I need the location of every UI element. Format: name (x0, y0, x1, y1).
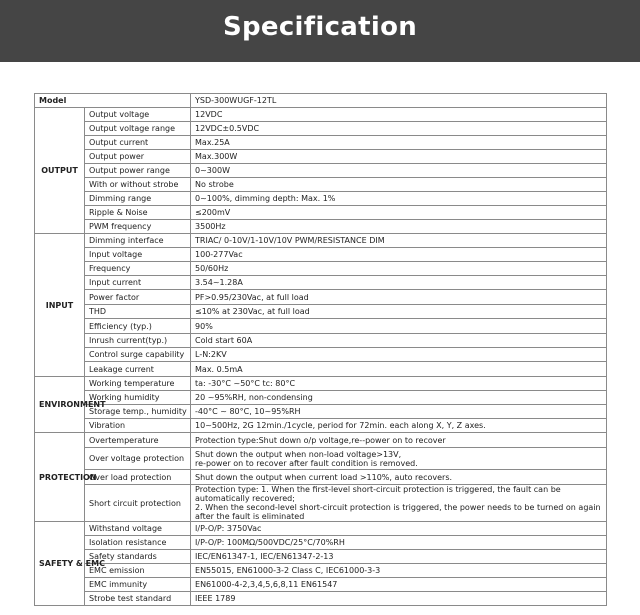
spec-label: THD (85, 305, 191, 319)
spec-value: IEC/EN61347-1, IEC/EN61347-2-13 (191, 550, 607, 564)
spec-row (35, 248, 607, 262)
spec-row (35, 522, 607, 536)
spec-value: Shut down the output when non-load voltage>13V, re-power on to recover after fault condition is removed. (191, 448, 607, 470)
section-label: ENVIRONMENT (35, 377, 85, 433)
spec-label: Output power (85, 150, 191, 164)
spec-value: I/P-O/P: 100MΩ/500VDC/25°C/70%RH (191, 536, 607, 550)
spec-value: ≤200mV (191, 206, 607, 220)
spec-label: Input current (85, 276, 191, 290)
spec-row (35, 178, 607, 192)
spec-row (35, 206, 607, 220)
spec-row (35, 377, 607, 391)
spec-value: 12VDC±0.5VDC (191, 122, 607, 136)
spec-label: Ripple & Noise (85, 206, 191, 220)
section-label: OUTPUT (35, 108, 85, 234)
spec-row (35, 433, 607, 448)
spec-label: Output voltage (85, 108, 191, 122)
spec-label: Over load protection (85, 470, 191, 485)
spec-label: PWM frequency (85, 220, 191, 234)
spec-label: Output current (85, 136, 191, 150)
spec-row (35, 578, 607, 592)
spec-value: No strobe (191, 178, 607, 192)
spec-row (35, 136, 607, 150)
spec-value: I/P-O/P: 3750Vac (191, 522, 607, 536)
spec-label: Working humidity (85, 391, 191, 405)
spec-label: Dimming interface (85, 234, 191, 248)
spec-value: TRIAC/ 0-10V/1-10V/10V PWM/RESISTANCE DIM (191, 234, 607, 248)
spec-label: Storage temp., humidity (85, 405, 191, 419)
spec-row (35, 536, 607, 550)
spec-row (35, 470, 607, 485)
spec-value: 3.54~1.28A (191, 276, 607, 290)
spec-value: Protection type: 1. When the first-level short-circuit protection is triggered, the fault can be automatically recovered; 2. When the second-level short-circuit protection is triggered, the power needs to be turned on again after the fault is eliminated (191, 485, 607, 522)
spec-label: Overtemperature (85, 433, 191, 448)
spec-value: ≤10% at 230Vac, at full load (191, 305, 607, 319)
spec-value: IEEE 1789 (191, 592, 607, 606)
model-value: YSD-300WUGF-12TL (191, 94, 607, 108)
spec-value: Shut down the output when current load >110%, auto recovers. (191, 470, 607, 485)
spec-label: Input voltage (85, 248, 191, 262)
spec-row (35, 122, 607, 136)
spec-label: With or without strobe (85, 178, 191, 192)
spec-label: Leakage current (85, 362, 191, 377)
spec-value: 12VDC (191, 108, 607, 122)
spec-label: Withstand voltage (85, 522, 191, 536)
spec-row (35, 305, 607, 319)
spec-row (35, 192, 607, 206)
spec-value: PF>0.95/230Vac, at full load (191, 290, 607, 305)
spec-row (35, 485, 607, 522)
spec-row (35, 290, 607, 305)
spec-row (35, 564, 607, 578)
spec-table (34, 93, 607, 606)
spec-row (35, 164, 607, 178)
spec-value: Max. 0.5mA (191, 362, 607, 377)
spec-value: Protection type:Shut down o/p voltage,re--power on to recover (191, 433, 607, 448)
spec-label: Short circuit protection (85, 485, 191, 522)
spec-row (35, 150, 607, 164)
model-label: Model (35, 94, 191, 108)
spec-row (35, 276, 607, 290)
spec-value: ta: -30°C ~50°C tc: 80°C (191, 377, 607, 391)
spec-label: Efficiency (typ.) (85, 319, 191, 334)
spec-value: 0~300W (191, 164, 607, 178)
spec-value: EN55015, EN61000-3-2 Class C, IEC61000-3-3 (191, 564, 607, 578)
spec-value: Max.25A (191, 136, 607, 150)
spec-label: Over voltage protection (85, 448, 191, 470)
spec-row (35, 362, 607, 377)
spec-row (35, 262, 607, 276)
spec-value: 90% (191, 319, 607, 334)
spec-row (35, 319, 607, 334)
spec-value: 20 ~95%RH, non-condensing (191, 391, 607, 405)
spec-row (35, 348, 607, 362)
spec-row (35, 592, 607, 606)
spec-label: Working temperature (85, 377, 191, 391)
spec-row (35, 391, 607, 405)
section-label: INPUT (35, 234, 85, 377)
spec-row (35, 220, 607, 234)
spec-label: Control surge capability (85, 348, 191, 362)
spec-label: EMC immunity (85, 578, 191, 592)
spec-value: 3500Hz (191, 220, 607, 234)
spec-value: 100-277Vac (191, 248, 607, 262)
spec-row (35, 419, 607, 433)
spec-value: Max.300W (191, 150, 607, 164)
spec-label: Frequency (85, 262, 191, 276)
spec-label: Vibration (85, 419, 191, 433)
spec-row (35, 234, 607, 248)
spec-label: EMC emission (85, 564, 191, 578)
spec-label: Output power range (85, 164, 191, 178)
header-banner (0, 0, 640, 62)
spec-table-body (35, 94, 607, 606)
page-title: Specification (222, 12, 418, 42)
spec-label: Dimming range (85, 192, 191, 206)
spec-value: L-N:2KV (191, 348, 607, 362)
spec-value: -40°C ~ 80°C, 10~95%RH (191, 405, 607, 419)
spec-row (35, 448, 607, 470)
section-label: SAFETY & EMC (35, 522, 85, 606)
spec-value: EN61000-4-2,3,4,5,6,8,11 EN61547 (191, 578, 607, 592)
spec-label: Power factor (85, 290, 191, 305)
section-label: PROTECTION (35, 433, 85, 522)
spec-value: 50/60Hz (191, 262, 607, 276)
spec-row (35, 334, 607, 348)
spec-value: Cold start 60A (191, 334, 607, 348)
spec-row (35, 550, 607, 564)
spec-label: Strobe test standard (85, 592, 191, 606)
spec-label: Inrush current(typ.) (85, 334, 191, 348)
spec-value: 10~500Hz, 2G 12min./1cycle, period for 72min. each along X, Y, Z axes. (191, 419, 607, 433)
spec-row (35, 405, 607, 419)
model-row (35, 94, 607, 108)
spec-label: Output voltage range (85, 122, 191, 136)
spec-label: Safety standards (85, 550, 191, 564)
spec-label: Isolation resistance (85, 536, 191, 550)
spec-value: 0~100%, dimming depth: Max. 1% (191, 192, 607, 206)
spec-row (35, 108, 607, 122)
